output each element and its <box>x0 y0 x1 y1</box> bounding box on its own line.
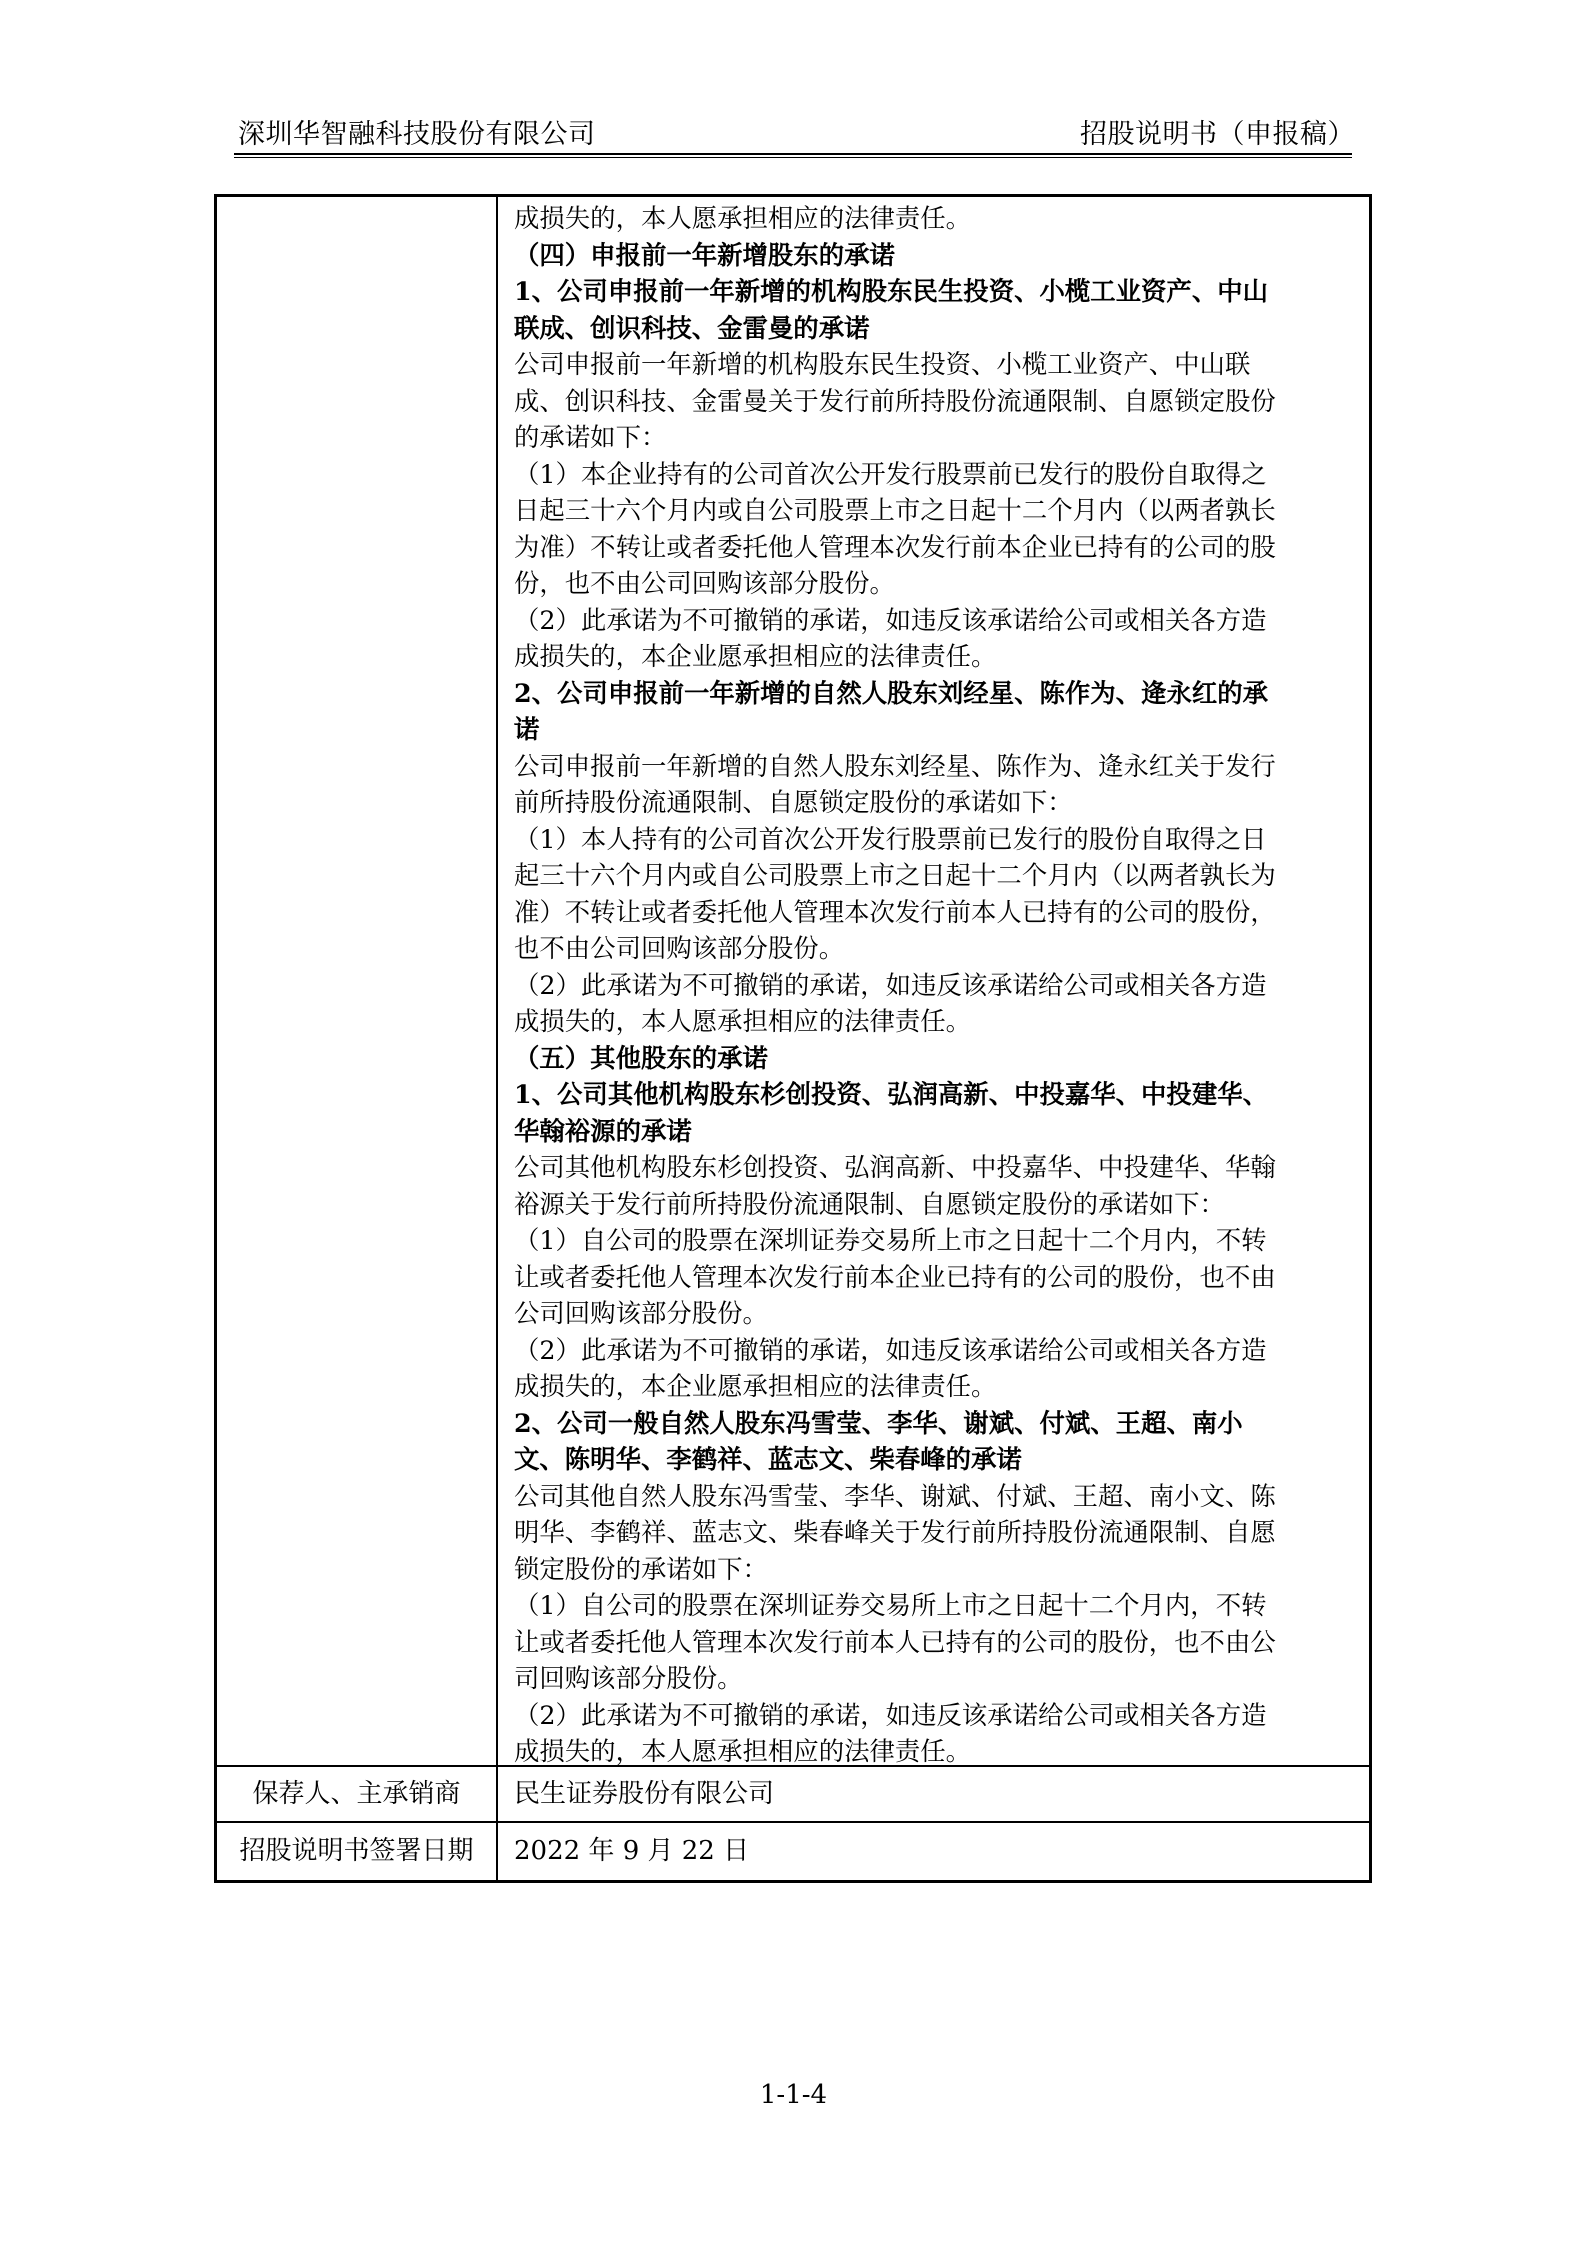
text-line: 成损失的，本人愿承担相应的法律责任。 <box>514 203 972 233</box>
text-line: （2）此承诺为不可撤销的承诺，如违反该承诺给公司或相关各方造 <box>514 604 1267 635</box>
text-line: 锁定股份的承诺如下： <box>514 1553 768 1584</box>
section-heading-line: 1、公司申报前一年新增的机构股东民生投资、小榄工业资产、中山 <box>514 276 1268 306</box>
text-line: （2）此承诺为不可撤销的承诺，如违反该承诺给公司或相关各方造 <box>514 1334 1267 1365</box>
commitments-row <box>217 197 1369 1765</box>
page-number: 1-1-4 <box>759 2080 828 2110</box>
text-line: 成损失的，本人愿承担相应的法律责任。 <box>514 1006 972 1036</box>
info-table <box>214 194 1372 1883</box>
sign-date-label: 招股说明书签署日期 <box>217 1823 498 1880</box>
text-line: 明华、李鹤祥、蓝志文、柴春峰关于发行前所持股份流通限制、自愿 <box>514 1517 1276 1547</box>
section-heading-line: 华翰裕源的承诺 <box>514 1115 692 1146</box>
commitments-content-cell <box>498 197 1369 1765</box>
text-line: 让或者委托他人管理本次发行前本企业已持有的公司的股份，也不由 <box>514 1261 1276 1292</box>
sponsor-row <box>217 1765 1369 1821</box>
text-line: 公司申报前一年新增的机构股东民生投资、小榄工业资产、中山联 <box>514 349 1251 379</box>
text-line: 准）不转让或者委托他人管理本次发行前本人已持有的公司的股份， <box>514 896 1276 927</box>
text-line: 公司回购该部分股份。 <box>514 1298 768 1328</box>
text-line: 也不由公司回购该部分股份。 <box>514 933 845 963</box>
text-line: 公司申报前一年新增的自然人股东刘经星、陈作为、逄永红关于发行 <box>514 750 1276 781</box>
text-line: 成损失的，本人愿承担相应的法律责任。 <box>514 1736 972 1765</box>
text-line: 司回购该部分股份。 <box>514 1663 743 1693</box>
commitments-label-cell <box>217 197 498 1765</box>
sign-date-value: 2022 年 9 月 22 日 <box>514 1836 750 1866</box>
header-rule-thin <box>234 157 1352 158</box>
text-line: 为准）不转让或者委托他人管理本次发行前本企业已持有的公司的股 <box>514 531 1276 562</box>
section-heading-line: 联成、创识科技、金雷曼的承诺 <box>514 312 870 343</box>
section-heading-line: 文、陈明华、李鹤祥、蓝志文、柴春峰的承诺 <box>514 1444 1022 1474</box>
text-line: （1）本企业持有的公司首次公开发行股票前已发行的股份自取得之 <box>514 458 1267 489</box>
text-line: 让或者委托他人管理本次发行前本人已持有的公司的股份，也不由公 <box>514 1626 1276 1657</box>
header-company: 深圳华智融科技股份有限公司 <box>238 119 596 150</box>
text-line: 裕源关于发行前所持股份流通限制、自愿锁定股份的承诺如下： <box>514 1188 1225 1219</box>
text-line: （2）此承诺为不可撤销的承诺，如违反该承诺给公司或相关各方造 <box>514 1699 1267 1730</box>
text-line: 成、创识科技、金雷曼关于发行前所持股份流通限制、自愿锁定股份 <box>514 385 1276 416</box>
text-line: 日起三十六个月内或自公司股票上市之日起十二个月内（以两者孰长 <box>514 495 1276 525</box>
section-heading-line: 2、公司申报前一年新增的自然人股东刘经星、陈作为、逄永红的承 <box>514 677 1268 708</box>
section-heading-line: （五）其他股东的承诺 <box>514 1042 768 1073</box>
text-line: 起三十六个月内或自公司股票上市之日起十二个月内（以两者孰长为 <box>514 860 1276 890</box>
text-line: （2）此承诺为不可撤销的承诺，如违反该承诺给公司或相关各方造 <box>514 969 1267 1000</box>
section-heading-line: 2、公司一般自然人股东冯雪莹、李华、谢斌、付斌、王超、南小 <box>514 1407 1243 1438</box>
sponsor-label: 保荐人、主承销商 <box>217 1767 498 1821</box>
text-line: 份，也不由公司回购该部分股份。 <box>514 568 895 598</box>
text-line: （1）自公司的股票在深圳证券交易所上市之日起十二个月内，不转 <box>514 1590 1267 1620</box>
text-line: （1）自公司的股票在深圳证券交易所上市之日起十二个月内，不转 <box>514 1225 1267 1255</box>
text-line: 成损失的，本企业愿承担相应的法律责任。 <box>514 1371 997 1401</box>
section-heading-line: 1、公司其他机构股东杉创投资、弘润高新、中投嘉华、中投建华、 <box>514 1079 1268 1109</box>
sponsor-value: 民生证券股份有限公司 <box>514 1779 775 1809</box>
text-line: 前所持股份流通限制、自愿锁定股份的承诺如下： <box>514 787 1073 817</box>
section-heading-line: （四）申报前一年新增股东的承诺 <box>514 239 895 270</box>
text-line: 公司其他自然人股东冯雪莹、李华、谢斌、付斌、王超、南小文、陈 <box>514 1480 1276 1511</box>
text-line: 成损失的，本企业愿承担相应的法律责任。 <box>514 641 997 671</box>
section-heading-line: 诺 <box>514 714 540 744</box>
text-line: 公司其他机构股东杉创投资、弘润高新、中投嘉华、中投建华、华翰 <box>514 1152 1276 1182</box>
text-line: 的承诺如下： <box>514 422 667 452</box>
header-doc-title: 招股说明书（申报稿） <box>1080 119 1355 150</box>
header-rule <box>234 153 1352 155</box>
sign-date-row <box>217 1821 1369 1880</box>
text-line: （1）本人持有的公司首次公开发行股票前已发行的股份自取得之日 <box>514 823 1267 854</box>
